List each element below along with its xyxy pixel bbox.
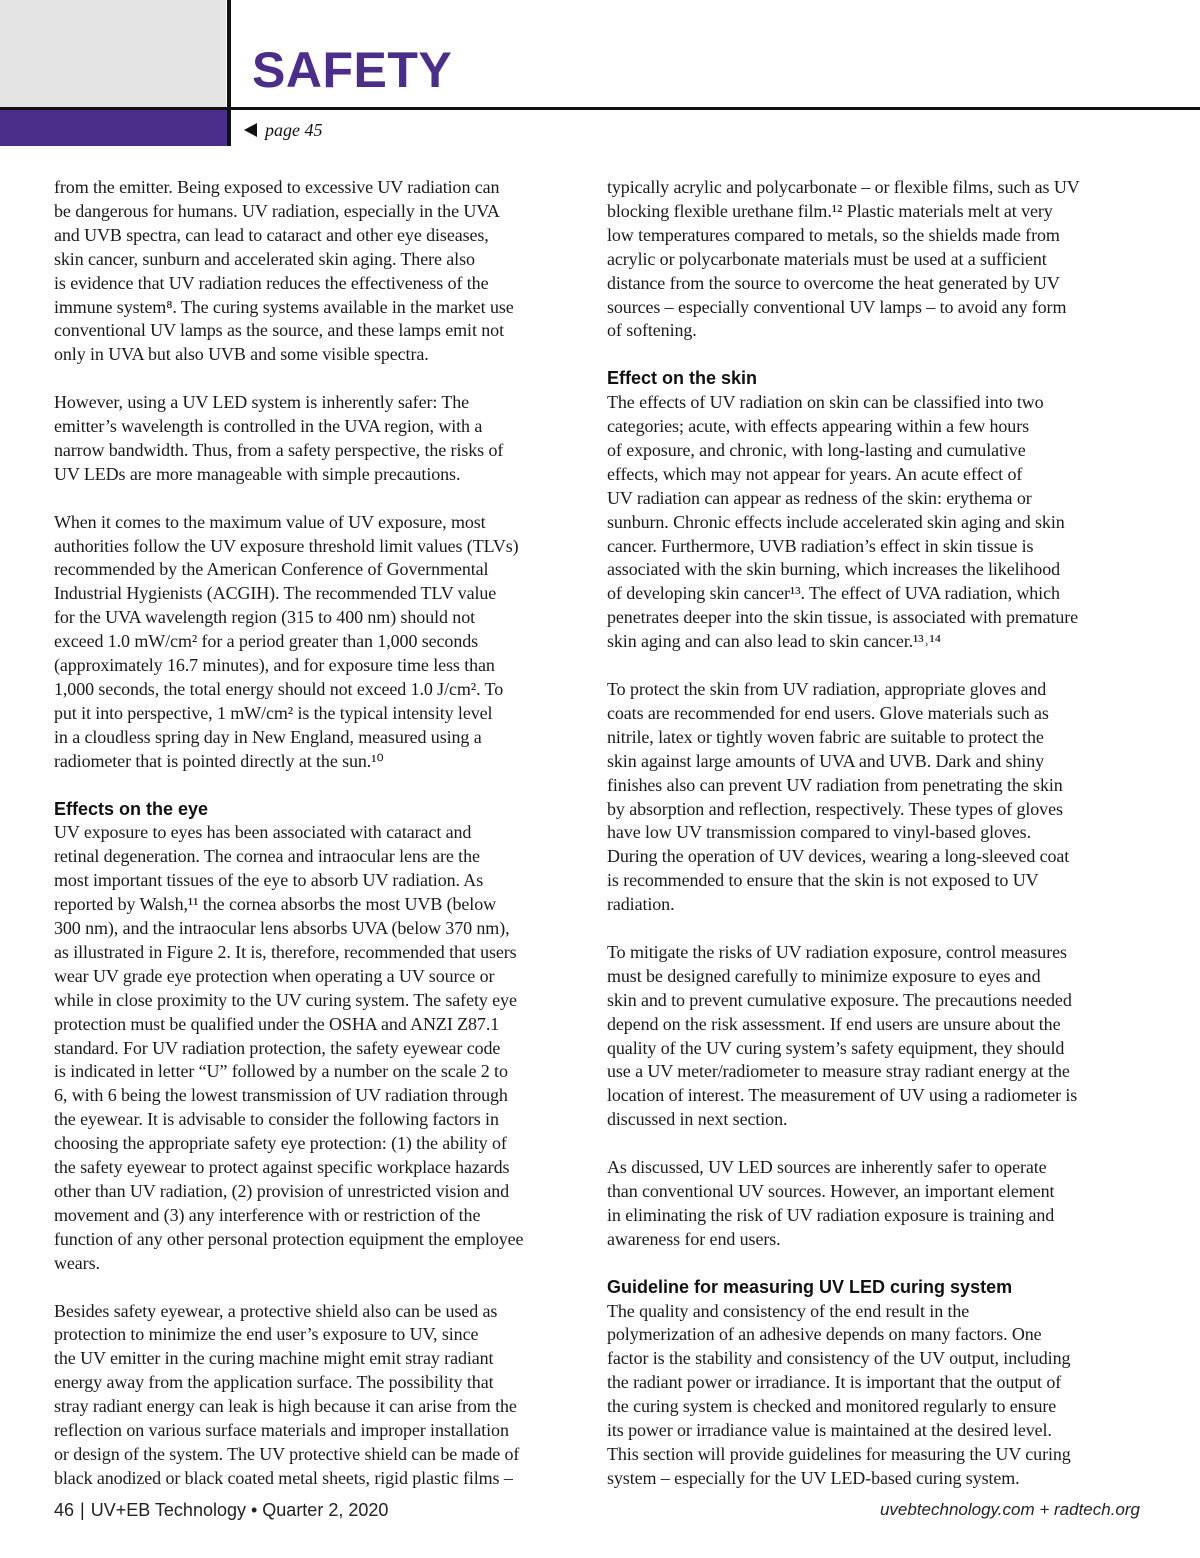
section-title: SAFETY — [252, 42, 453, 98]
heading-effects-on-eye: Effects on the eye — [54, 798, 209, 819]
header-gray-block — [0, 0, 226, 108]
paragraph: The quality and consistency of the end result in the polymerization of an adhesive depends on many factors. One factor is the stability and consistency of the UV output, including the radiant power or irradiance. It is important that the output of the curing system is checked and monitored regularly to ensure its power or irradiance value is maintained at the desired level. This section will provide guidelines for measuring the UV curing system – especially for the UV LED-based curing system. — [607, 1300, 1071, 1488]
page-footer — [54, 1500, 1140, 1526]
continued-from-link[interactable] — [244, 118, 323, 142]
footer-websites[interactable]: uvebtechnology.com + radtech.org — [879, 1500, 1140, 1519]
paragraph: typically acrylic and polycarbonate – or flexible films, such as UV blocking flexible urethane film.¹² Plastic materials melt at very low temperatures compared to metals, so the shields made from acrylic or polycarbonate materials must be used at a sufficient distance from the source to overcome the heat generated by UV sources – especially conventional UV lamps – to avoid any form of softening. — [607, 177, 1080, 341]
paragraph: Besides safety eyewear, a protective shield also can be used as protection to minimize the end user’s exposure to UV, since the UV emitter in the curing machine might emit stray radiant energy away from the application surface. The possibility that stray radiant energy can leak is high because it can arise from the reflection on various surface materials and improper installation or design of the system. The UV protective shield can be made of black anodized or black coated metal sheets, rigid plastic films – — [54, 1300, 520, 1488]
header-vertical-rule — [227, 0, 231, 146]
footer-publication — [54, 1500, 388, 1521]
continued-from-label: page 45 — [265, 119, 323, 140]
heading-guideline: Guideline for measuring UV LED curing system — [607, 1276, 1013, 1297]
header-rule — [0, 107, 1200, 110]
left-arrow-icon — [244, 123, 257, 137]
paragraph: To protect the skin from UV radiation, appropriate gloves and coats are recommended for end users. Glove materials such as nitrile, latex or tightly woven fabric are suitable to protect the skin against large amounts of UVA and UVB. Dark and shiny finishes also can prevent UV radiation from penetrating the skin by absorption and reflection, respectively. These types of gloves have low UV transmission compared to vinyl-based gloves. During the operation of UV devices, wearing a long-sleeved coat is recommended to ensure that the skin is not exposed to UV radiation. — [607, 679, 1070, 915]
paragraph: The effects of UV radiation on skin can be classified into two categories; acute, with effects appearing within a few hours of exposure, and chronic, with long-lasting and cumulative effects, which may not appear for years. An acute effect of UV radiation can appear as redness of the skin: erythema or sunburn. Chronic effects include accelerated skin aging and skin cancer. Furthermore, UVB radiation’s effect in skin tissue is associated with the skin burning, which increases the likelihood of developing skin cancer¹³. The effect of UVA radiation, which penetrates deeper into the skin tissue, is associated with premature skin aging and can also lead to skin cancer.¹³˒¹⁴ — [607, 392, 1079, 652]
paragraph: To mitigate the risks of UV radiation exposure, control measures must be designed carefully to minimize exposure to eyes and skin and to prevent cumulative exposure. The precautions needed depend on the risk assessment. If end users are unsure about the quality of the UV curing system’s safety equipment, they should use a UV meter/radiometer to measure stray radiant energy at the location of interest. The measurement of UV using a radiometer is discussed in next section. — [607, 941, 1078, 1130]
paragraph: When it comes to the maximum value of UV exposure, most authorities follow the UV exposure threshold limit values (TLVs) recommended by the American Conference of Governmental Industrial Hygienists (ACGIH). The recommended TLV value for the UVA wavelength region (315 to 400 nm) should not exceed 1.0 mW/cm² for a period greater than 1,000 seconds (approximately 16.7 minutes), and for exposure time less than 1,000 seconds, the total energy should not exceed 1.0 J/cm². To put it into perspective, 1 mW/cm² is the typical intensity level in a cloudless spring day in New England, measured using a radiometer that is pointed directly at the sun.¹⁰ — [54, 511, 519, 771]
paragraph: As discussed, UV LED sources are inherently safer to operate than conventional UV sources. However, an important element in eliminating the risk of UV radiation exposure is training and awareness for end users. — [607, 1157, 1055, 1249]
paragraph: UV exposure to eyes has been associated with cataract and retinal degeneration. The cornea and intraocular lens are the most important tissues of the eye to absorb UV radiation. As reported by Walsh,¹¹ the cornea absorbs the most UVB (below 300 nm), and the intraocular lens absorbs UVA (below 370 nm), as illustrated in Figure 2. It is, therefore, recommended that users wear UV grade eye protection when operating a UV source or while in close proximity to the UV curing system. The safety eye protection must be qualified under the OSHA and ANZI Z87.1 standard. For UV radiation protection, the safety eyewear code is indicated in letter “U” followed by a number on the scale 2 to 6, with 6 being the lowest transmission of UV radiation through the eyewear. It is advisable to consider the following factors in choosing the appropriate safety eye protection: (1) the ability of the safety eyewear to protect against specific workplace hazards other than UV radiation, (2) provision of unrestricted vision and movement and (3) any interference with or restriction of the function of any other personal protection equipment the employee wears. — [54, 822, 524, 1273]
paragraph: However, using a UV LED system is inherently safer: The emitter’s wavelength is controlled in the UVA region, with a narrow bandwidth. Thus, from a safety perspective, the risks of UV LEDs are more manageable with simple precautions. — [54, 392, 504, 484]
heading-effect-on-skin: Effect on the skin — [607, 368, 758, 389]
left-column — [54, 176, 584, 1491]
footer-separator: | — [80, 1500, 85, 1520]
right-column — [607, 176, 1143, 1491]
paragraph: from the emitter. Being exposed to excessive UV radiation can be dangerous for humans. UV radiation, especially in the UVA and UVB spectra, can lead to cataract and other eye diseases, skin cancer, sunburn and accelerated skin aging. There also is evidence that UV radiation reduces the effectiveness of the immune system⁸. The curing systems available in the market use conventional UV lamps as the source, and these lamps emit not only in UVA but also UVB and some visible spectra. — [54, 177, 514, 365]
header-purple-bar — [0, 110, 227, 146]
publication-name: UV+EB Technology • Quarter 2, 2020 — [90, 1500, 389, 1520]
page-number: 46 — [54, 1500, 75, 1520]
